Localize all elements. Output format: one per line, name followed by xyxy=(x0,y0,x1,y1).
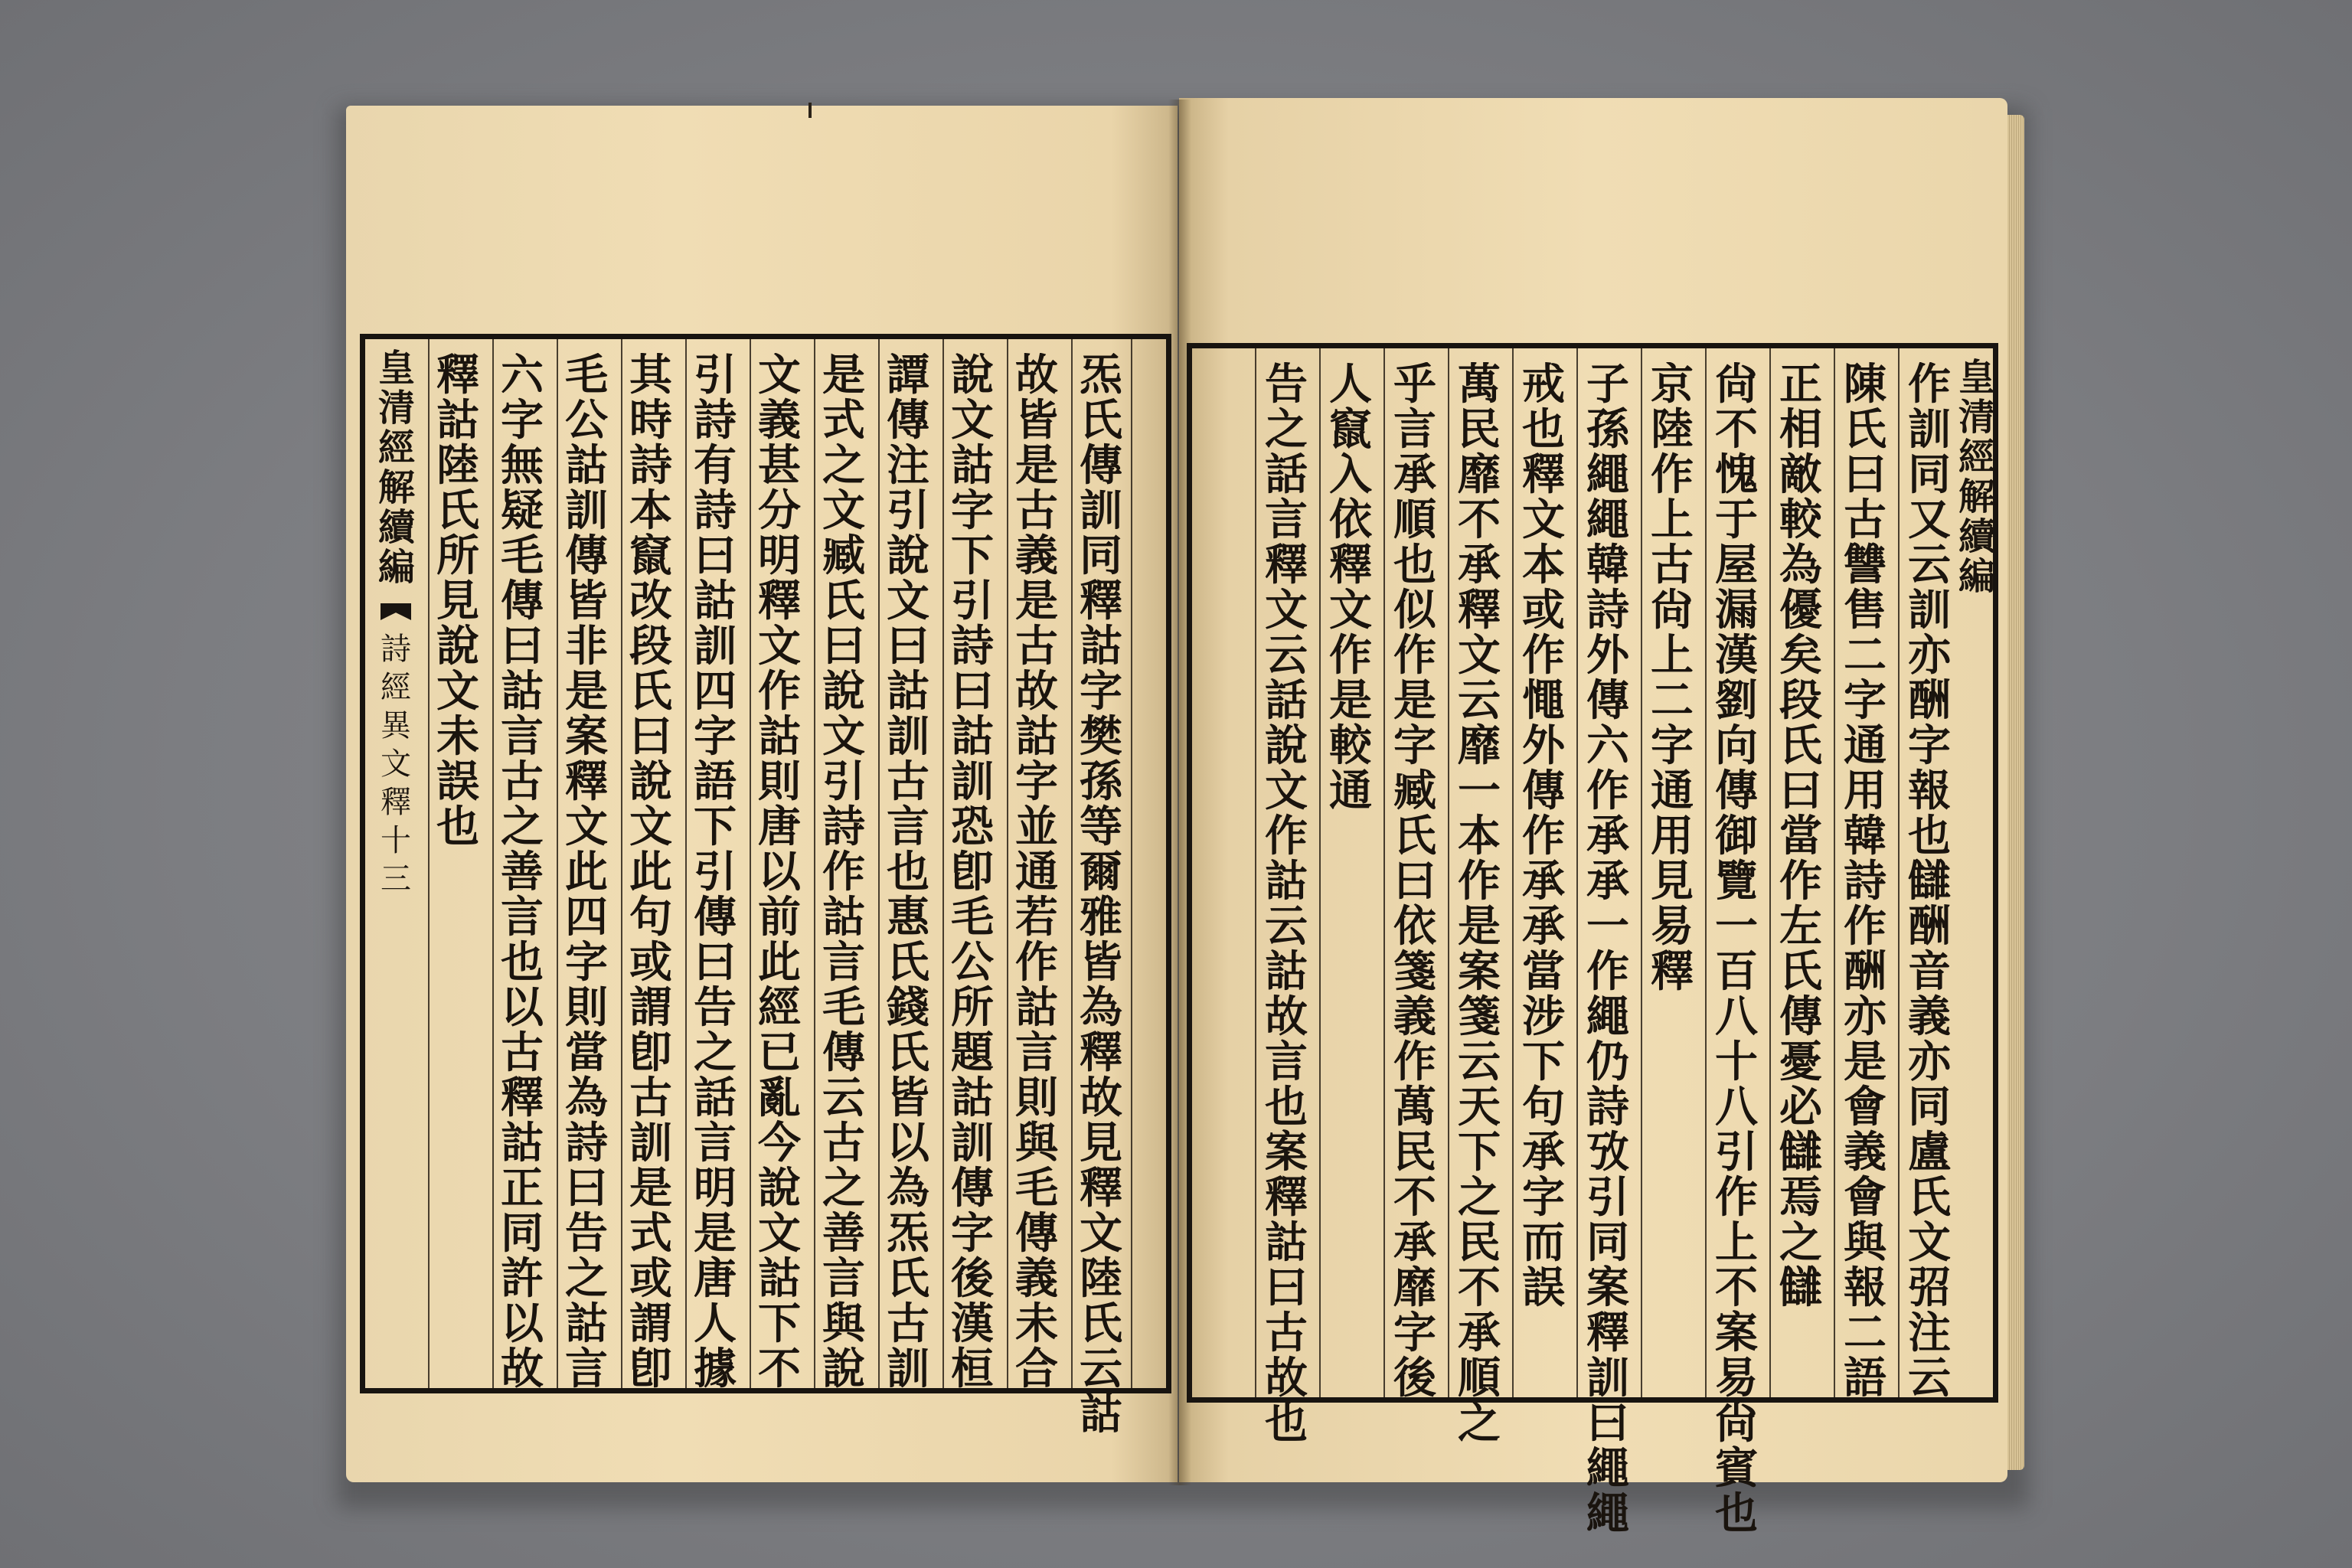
column-rule xyxy=(1641,348,1642,1397)
page-edges xyxy=(2007,115,2024,1470)
text-column: 戒也釋文本或作憴外傳作承承當涉下句承字而誤 xyxy=(1522,362,1565,1311)
text-column: 其時詩本竄改段氏曰說文此句或謂卽古訓是式或謂卽 xyxy=(629,353,672,1392)
banxin-title: 皇清經解續編 xyxy=(377,347,415,589)
fish-tail-mark xyxy=(381,603,411,620)
column-rule xyxy=(1834,348,1835,1397)
text-column: 正相敵較為優矣段氏曰當作左氏傳憂必讎焉之讎 xyxy=(1779,362,1822,1311)
column-rule xyxy=(1769,348,1771,1397)
text-column: 人竄入依釋文作是較通 xyxy=(1329,362,1372,814)
right-text-frame xyxy=(1187,343,1998,1537)
column-rule xyxy=(1576,348,1578,1397)
column-rule xyxy=(1705,348,1707,1397)
text-column: 子孫繩繩韓詩外傳六作承承一作繩仍詩攷引同案釋訓曰繩繩 xyxy=(1586,362,1629,1537)
column-rule xyxy=(1319,348,1321,1397)
column-rule xyxy=(1448,348,1449,1397)
column-rule xyxy=(1383,348,1385,1397)
text-column: 故皆是古義是古故詁字並通若作詁言則與毛傳義未合 xyxy=(1015,353,1058,1392)
text-column: 炁氏傳訓同釋詁字樊孫等爾雅皆為釋故見釋文陸氏云詁 xyxy=(1080,353,1122,1437)
text-column: 萬民靡不承釋文云靡一本作是案箋云天下之民不承順之 xyxy=(1458,362,1501,1446)
text-column: 說文詁字下引詩曰詁訓恐卽毛公所題詁訓傳字後漢桓 xyxy=(951,353,994,1392)
text-column: 乎言承順也似作是字臧氏曰依箋義作萬民不承靡字後 xyxy=(1393,362,1436,1401)
column-rule xyxy=(1898,348,1900,1397)
text-column: 尙不愧于屋漏漢劉向傳御覽一百八十八引作上不案易尙賓也 xyxy=(1715,362,1758,1537)
text-column: 陳氏曰古讐售二字通用韓詩作酬亦是會義會與報二語 xyxy=(1844,362,1886,1401)
text-column: 引詩有詩曰詁訓四字語下引傳曰告之話言明是唐人據 xyxy=(694,353,737,1392)
left-text-frame xyxy=(360,334,1171,1437)
margin-mark xyxy=(808,103,812,118)
text-column: 是式之文臧氏曰說文引詩作詁言毛傳云古之善言與說 xyxy=(822,353,865,1392)
text-column: 京陸作上古尙上二字通用見易釋 xyxy=(1651,362,1694,995)
text-column: 告之話言釋文云話說文作詁云詁故言也案釋詁曰古故也 xyxy=(1265,362,1308,1446)
text-column: 毛公詁訓傳皆非是案釋文此四字則當為詩曰告之詁言 xyxy=(565,353,608,1392)
column-rule xyxy=(1512,348,1514,1397)
column-rule xyxy=(1131,339,1132,1388)
banxin-section: 詩經異文釋十三 xyxy=(381,632,411,897)
banxin-title-right: 皇清經解續編 xyxy=(1958,356,1995,598)
text-column: 譚傳注引說文曰詁訓古言也惠氏錢氏皆以為炁氏古訓 xyxy=(887,353,929,1392)
text-column: 六字無疑毛傳曰詁言古之善言也以古釋詁正同許以故 xyxy=(501,353,544,1392)
column-rule xyxy=(1255,348,1256,1397)
text-column: 釋詁陸氏所見說文未誤也 xyxy=(436,353,479,850)
text-column: 文義甚分明釋文作詁則唐以前此經已亂今說文詁下不 xyxy=(758,353,801,1392)
text-column: 作訓同又云訓亦酬字報也讎酬音義亦同盧氏文弨注云 xyxy=(1908,362,1951,1401)
